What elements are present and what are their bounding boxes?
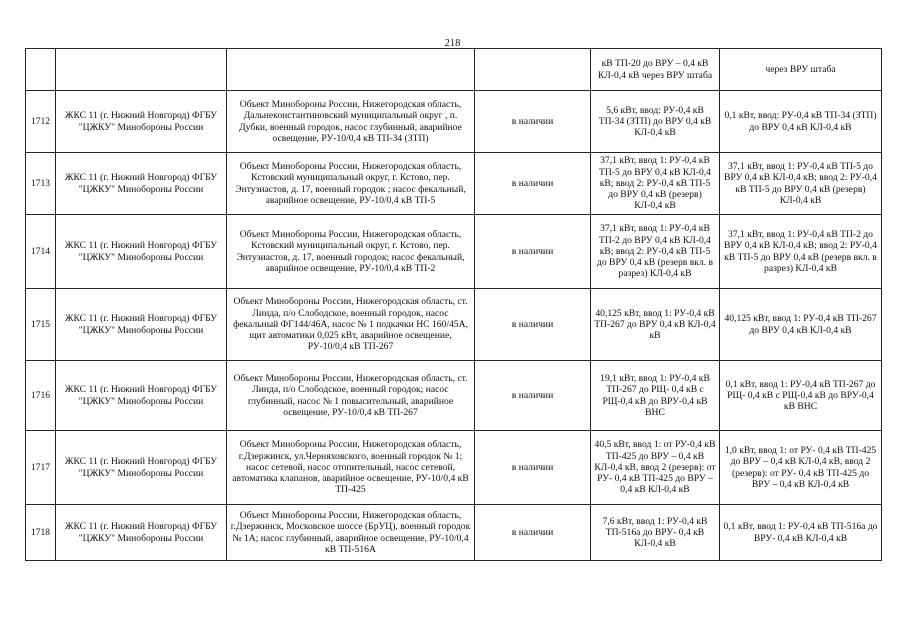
table-row	[26, 431, 882, 505]
row-number-cell: 1714	[26, 215, 56, 289]
organization-cell: ЖКС 11 (г. Нижний Новгород) ФГБУ "ЦЖКУ" Минобороны России	[56, 289, 227, 361]
capacity-cell: 40,125 кВт, ввод 1: РУ-0,4 кВ ТП-267 до ВРУ 0,4 кВ КЛ-0,4 кВ	[591, 289, 720, 361]
substation-registry-table	[25, 48, 882, 561]
object-cell: Объект Минобороны России, Нижегородская область, Кстовский муниципальный округ, г. Кстово, пер. Энтузиастов, д. 17, военный городок ; насос фекальный, аварийное освещение, РУ-10/0,4 кВ ТП-5	[227, 153, 475, 215]
row-number-cell: 1712	[26, 91, 56, 153]
reduced-capacity-cell: 1,0 кВт, ввод 1: от РУ- 0,4 кВ ТП-425 до ВРУ – 0,4 кВ КЛ-0,4 кВ, ввод 2 (резерв): от РУ- 0,4 кВ ТП-425 до ВРУ – 0,4 кВ КЛ-0,4 кВ	[720, 431, 882, 505]
page-number: 218	[444, 38, 461, 49]
table-row	[26, 361, 882, 431]
table-row	[26, 49, 882, 91]
organization-cell: ЖКС 11 (г. Нижний Новгород) ФГБУ "ЦЖКУ" Минобороны России	[56, 361, 227, 431]
object-cell: Объект Минобороны России, Нижегородская область, ст. Линда, п/о Слободское, военный городок, насос фекальный ФГ144/46А, насос № 1 подкачки НС 160/45А, щит автоматики 0,025 кВт, аварийное освещение, РУ-10/0,4 кВ ТП-267	[227, 289, 475, 361]
capacity-cell: 40,5 кВт, ввод 1: от РУ-0,4 кВ ТП-425 до ВРУ – 0,4 кВ КЛ-0,4 кВ, ввод 2 (резерв): от РУ- 0,4 кВ ТП-425 до ВРУ – 0,4 кВ КЛ-0,4 кВ	[591, 431, 720, 505]
table-row	[26, 91, 882, 153]
capacity-cell: 37,1 кВт, ввод 1: РУ-0,4 кВ ТП-5 до ВРУ 0,4 кВ КЛ-0,4 кВ; ввод 2: РУ-0,4 кВ ТП-5 до ВРУ 0,4 кВ (резерв) КЛ-0,4 кВ	[591, 153, 720, 215]
organization-cell: ЖКС 11 (г. Нижний Новгород) ФГБУ "ЦЖКУ" Минобороны России	[56, 153, 227, 215]
row-number-cell: 1717	[26, 431, 56, 505]
organization-cell: ЖКС 11 (г. Нижний Новгород) ФГБУ "ЦЖКУ" Минобороны России	[56, 505, 227, 561]
row-number-cell: 1713	[26, 153, 56, 215]
availability-cell: в наличии	[475, 153, 591, 215]
object-cell	[227, 49, 475, 91]
reduced-capacity-cell: 0,1 кВт, ввод: РУ-0,4 кВ ТП-34 (ЗТП) до ВРУ 0,4 кВ КЛ-0,4 кВ	[720, 91, 882, 153]
availability-cell: в наличии	[475, 215, 591, 289]
reduced-capacity-cell: 37,1 кВт, ввод 1: РУ-0,4 кВ ТП-5 до ВРУ 0,4 кВ КЛ-0,4 кВ; ввод 2: РУ-0,4 кВ ТП-5 до ВРУ 0,4 кВ (резерв) КЛ-0,4 кВ	[720, 153, 882, 215]
organization-cell: ЖКС 11 (г. Нижний Новгород) ФГБУ "ЦЖКУ" Минобороны России	[56, 91, 227, 153]
reduced-capacity-cell: 0,1 кВт, ввод 1: РУ-0,4 кВ ТП-516а до ВРУ- 0,4 кВ КЛ-0,4 кВ	[720, 505, 882, 561]
table-row	[26, 505, 882, 561]
availability-cell: в наличии	[475, 289, 591, 361]
capacity-cell: кВ ТП-20 до ВРУ – 0,4 кВ КЛ-0,4 кВ через ВРУ штаба	[591, 49, 720, 91]
reduced-capacity-cell: 0,1 кВт, ввод 1: РУ-0,4 кВ ТП-267 до РЩ- 0,4 кВ с РЩ-0,4 кВ до ВРУ-0,4 кВ ВНС	[720, 361, 882, 431]
row-number-cell	[26, 49, 56, 91]
table-row	[26, 289, 882, 361]
reduced-capacity-cell: 37,1 кВт, ввод 1: РУ-0,4 кВ ТП-2 до ВРУ 0,4 кВ КЛ-0,4 кВ; ввод 2: РУ-0,4 кВ ТП-5 до ВРУ 0,4 кВ (резерв вкл. в разрез) КЛ-0,4 кВ	[720, 215, 882, 289]
table-row	[26, 215, 882, 289]
capacity-cell: 19,1 кВт, ввод 1: РУ-0,4 кВ ТП-267 до РЩ- 0,4 кВ с РЩ-0,4 кВ до ВРУ-0,4 кВ ВНС	[591, 361, 720, 431]
capacity-cell: 7,6 кВт, ввод 1: РУ-0,4 кВ ТП-516а до ВРУ- 0,4 кВ КЛ-0,4 кВ	[591, 505, 720, 561]
row-number-cell: 1718	[26, 505, 56, 561]
availability-cell: в наличии	[475, 505, 591, 561]
row-number-cell: 1716	[26, 361, 56, 431]
availability-cell: в наличии	[475, 431, 591, 505]
organization-cell: ЖКС 11 (г. Нижний Новгород) ФГБУ "ЦЖКУ" Минобороны России	[56, 215, 227, 289]
availability-cell: в наличии	[475, 91, 591, 153]
organization-cell: ЖКС 11 (г. Нижний Новгород) ФГБУ "ЦЖКУ" Минобороны России	[56, 431, 227, 505]
object-cell: Объект Минобороны России, Нижегородская область, Кстовский муниципальный округ, г. Кстово, пер. Энтузиастов, д. 17, военный городок; насос фекальный, аварийное освещение, РУ-10/0,4 кВ ТП-2	[227, 215, 475, 289]
capacity-cell: 5,6 кВт, ввод: РУ-0,4 кВ ТП-34 (ЗТП) до ВРУ 0,4 кВ КЛ-0,4 кВ	[591, 91, 720, 153]
availability-cell: в наличии	[475, 361, 591, 431]
organization-cell	[56, 49, 227, 91]
table-row	[26, 153, 882, 215]
availability-cell	[475, 49, 591, 91]
object-cell: Объект Минобороны России, Нижегородская область, г.Дзержинск, Московское шоссе (БрУЦ), военный городок № 1А; насос глубинный, аварийное освещение, РУ-10/0,4 кВ ТП-516А	[227, 505, 475, 561]
reduced-capacity-cell: через ВРУ штаба	[720, 49, 882, 91]
object-cell: Объект Минобороны России, Нижегородская область, Дальнеконстантиновский муниципальный округ , п. Дубки, военный городок, насос глубинный, аварийное освещение, РУ-10/0,4 кВ ТП-34 (ЗТП)	[227, 91, 475, 153]
object-cell: Объект Минобороны России, Нижегородская область, ст. Линда, п/о Слободское, военный городок; насос глубинный, насос № 1 повысительный, аварийное освещение, РУ-10/0,4 кВ ТП-267	[227, 361, 475, 431]
object-cell: Объект Минобороны России, Нижегородская область, г.Дзержинск, ул.Черняховского, военный городок № 1; насос сетевой, насос отопительный, насос сетевой, автоматика клапанов, аварийное освещение, РУ-10/0,4 кВ ТП-425	[227, 431, 475, 505]
reduced-capacity-cell: 40,125 кВт, ввод 1: РУ-0,4 кВ ТП-267 до ВРУ 0,4 кВ КЛ-0,4 кВ	[720, 289, 882, 361]
capacity-cell: 37,1 кВт, ввод 1: РУ-0,4 кВ ТП-2 до ВРУ 0,4 кВ КЛ-0,4 кВ; ввод 2: РУ-0,4 кВ ТП-5 до ВРУ 0,4 кВ (резерв вкл. в разрез) КЛ-0,4 кВ	[591, 215, 720, 289]
row-number-cell: 1715	[26, 289, 56, 361]
